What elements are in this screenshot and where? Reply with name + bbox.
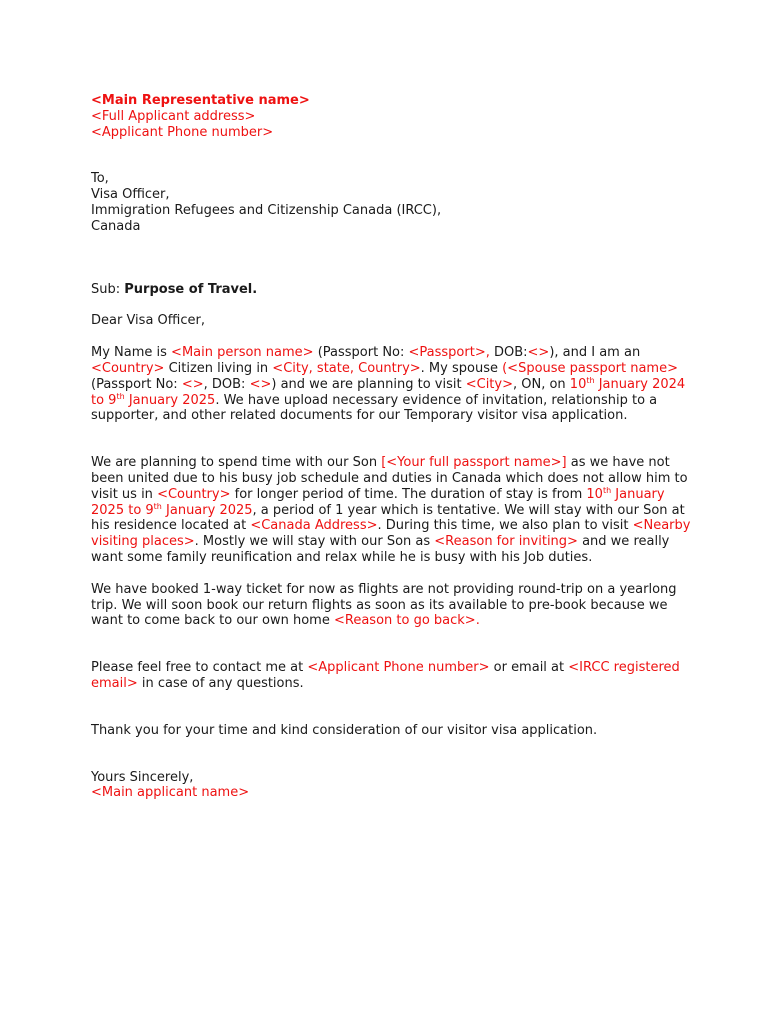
date-text: January 2025 to 9 (91, 486, 665, 518)
ordinal-suffix: th (116, 391, 125, 401)
placeholder-city-state-country: <City, state, Country> (272, 360, 421, 376)
salutation: Dear Visa Officer, (91, 313, 205, 329)
subject-line (91, 282, 691, 298)
para2-text: and we really want some family reunification and relax while he is busy with his Job duties. (91, 534, 670, 565)
placeholder-email: <IRCC registered email> (91, 660, 680, 691)
placeholder-dob: <> (527, 345, 550, 361)
placeholder-son-passport-name: [<Your full passport name>] (381, 455, 567, 471)
placeholder-nearby-places: <Nearby visiting places> (91, 518, 691, 550)
para2-text: for longer period of time. The duration of stay is from (230, 486, 587, 502)
date-day: 10 (586, 486, 603, 502)
ordinal-suffix: th (153, 501, 162, 511)
date-day: 10 (569, 376, 587, 392)
placeholder-city: <City> (465, 376, 513, 392)
para2-text: . During this time, we also plan to visit (377, 518, 633, 534)
para2-text: . Mostly we will stay with our Son as (194, 534, 435, 550)
para2-text: as we have not been united due to his busy job schedule and duties in Canada which does not allow him to visit us in (91, 455, 688, 502)
para1-text: . My spouse (420, 360, 503, 376)
recipient-line-3: Canada (91, 218, 141, 234)
para1-text: . We have upload necessary evidence of invitation, relationship to a supporter, and other related documents for our Temporary visitor visa application. (91, 392, 658, 424)
closing-block (91, 770, 691, 802)
subject-text: Purpose of Travel. (124, 281, 258, 297)
para1-text: , DOB: (203, 376, 250, 392)
placeholder-spouse-dob: <> (249, 376, 272, 392)
para2-text: , a period of 1 year which is tentative. We will stay with our Son at his residence located at (91, 502, 685, 534)
placeholder-reason-inviting: <Reason for inviting> (434, 534, 578, 550)
placeholder-reason-go-back: <Reason to go back>. (333, 613, 480, 629)
placeholder-applicant-name: <Main applicant name> (91, 785, 250, 801)
para1-text: My Name is (91, 345, 172, 361)
recipient-line-1: Visa Officer, (91, 187, 170, 203)
para2-text: We are planning to spend time with our Son (91, 455, 382, 471)
para1-text: Citizen living in (164, 360, 273, 376)
applicant-address: <Full Applicant address> (91, 108, 256, 124)
paragraph-1 (91, 345, 691, 424)
para4-text: or email at (489, 660, 569, 676)
applicant-phone: <Applicant Phone number> (91, 124, 274, 140)
date-text: January 2024 to 9 (91, 376, 686, 408)
placeholder-spouse-name: (<Spouse passport name> (502, 360, 678, 376)
para1-text: ) and we are planning to visit (271, 376, 466, 392)
placeholder-spouse-passport: <> (181, 376, 204, 392)
paragraph-2 (91, 455, 691, 566)
date-text: January 2025 (124, 392, 216, 408)
subject-prefix: Sub: (91, 281, 125, 297)
para4-text: Please feel free to contact me at (91, 660, 308, 676)
recipient-line-2: Immigration Refugees and Citizenship Canada (IRCC), (91, 202, 442, 218)
recipient-to: To, (91, 171, 109, 187)
ordinal-suffix: th (586, 375, 595, 385)
para4-text: in case of any questions. (137, 675, 304, 691)
representative-name: <Main Representative name> (91, 93, 310, 108)
paragraph-4 (91, 660, 691, 692)
placeholder-country: <Country> (91, 360, 165, 376)
para1-text: DOB: (493, 345, 528, 361)
placeholder-country: <Country> (157, 486, 231, 502)
paragraph-3 (91, 582, 691, 629)
ordinal-suffix: th (602, 485, 612, 495)
paragraph-5: Thank you for your time and kind consideration of our visitor visa application. (91, 722, 598, 738)
placeholder-main-person-name: <Main person name> (171, 345, 314, 361)
para1-text: ), and I am an (549, 345, 641, 361)
placeholder-phone: <Applicant Phone number> (307, 660, 490, 676)
para1-text: , ON, on (512, 376, 570, 392)
placeholder-passport: <Passport>, (408, 345, 494, 361)
para3-text: We have booked 1-way ticket for now as flights are not providing round-trip on a yearlong trip. We will soon book our return flights as soon as its available to pre-book because we want to come back to our own home (91, 581, 677, 629)
signoff: Yours Sincerely, (91, 769, 194, 785)
recipient-block (91, 171, 691, 234)
para1-text: (Passport No: (313, 345, 409, 361)
date-text: January 2025 (161, 502, 253, 518)
para1-text: (Passport No: (91, 376, 182, 392)
placeholder-canada-address: <Canada Address> (250, 518, 378, 534)
sender-block (91, 93, 691, 140)
letter-document (91, 93, 691, 801)
